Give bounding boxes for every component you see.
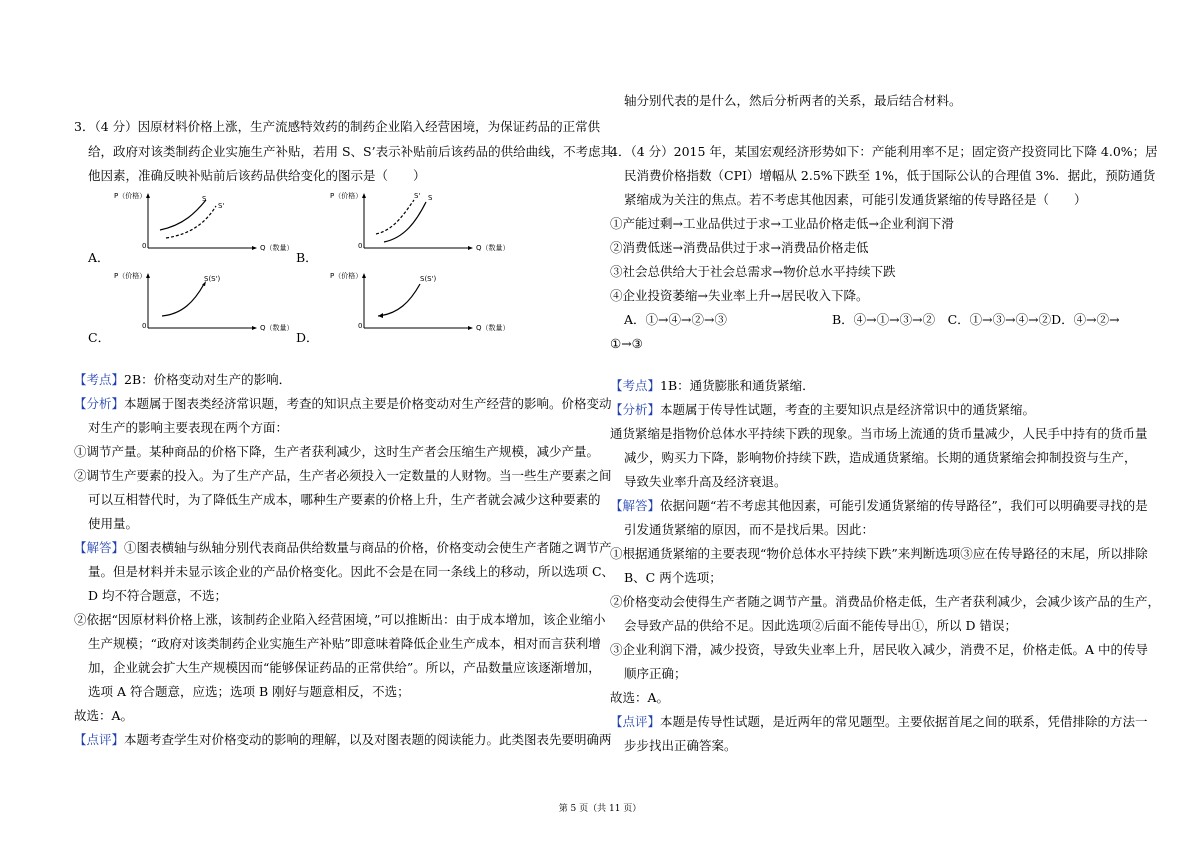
dianping-tag: 【点评】: [74, 732, 125, 747]
jieda-tag: 【解答】: [74, 540, 125, 555]
jieda-line: 引发通货紧缩的原因，而不是找后果。因此：: [624, 522, 875, 537]
curve-s: [384, 202, 426, 242]
kaodian-tag: 【考点】: [610, 378, 661, 393]
q3-stem-line: 他因素，准确反映补贴前后该药品供给变化的图示是（ ）: [88, 168, 426, 183]
jieda-line: 故选：A。: [74, 708, 134, 723]
jieda-line: 选项 A 符合题意，应选；选项 B 刚好与题意相反，不选；: [88, 684, 410, 699]
jieda-line: ③企业利润下滑，减少投资，导致失业率上升，居民收入减少，消费不足，价格走低。A 中的传导: [610, 642, 1149, 657]
fenxi-line: 对生产的影响主要表现在两个方面：: [88, 420, 289, 435]
jieda-line: D 均不符合题意，不选；: [88, 588, 227, 603]
option-a-label: A．: [88, 250, 110, 265]
dianping-text: 本题考查学生对价格变动的影响的理解，以及对图表题的阅读能力。此类图表先要明确两: [124, 732, 612, 747]
jieda-line: ②价格变动会使得生产者随之调节产量。消费品价格走低，生产者获利减少，会减少该产品的生产，: [610, 594, 1161, 609]
curve-label: S(S'): [420, 275, 437, 283]
curve-s: [378, 284, 420, 316]
curve-label: S': [218, 202, 225, 210]
jieda-line: 会导致产品的供给不足。因此选项②后面不能传导出①，所以 D 错误；: [624, 618, 1017, 633]
graph-b-svg: [330, 190, 490, 270]
x-axis-label: Q（数量）: [260, 324, 294, 332]
q4-option-bcd: B．④→①→③→② C．①→③→④→②D．④→②→: [832, 312, 1120, 327]
kaodian: [610, 374, 815, 399]
x-axis-label: Q（数量）: [476, 324, 510, 332]
jieda: [74, 536, 612, 561]
x-axis-label: Q（数量）: [476, 244, 510, 252]
q3-dianping-continued: 轴分别代表的是什么，然后分析两者的关系，最后结合材料。: [624, 93, 962, 108]
q4-option-d-continued: ①→③: [610, 336, 643, 351]
x-axis-label: Q（数量）: [260, 244, 294, 252]
fenxi-line: ①调节产量。某种商品的价格下降，生产者获利减少，这时生产者会压缩生产规模，减少产量。: [74, 444, 600, 459]
fenxi-line: 使用量。: [88, 516, 139, 531]
kaodian-tag: 【考点】: [74, 372, 125, 387]
dianping-tag: 【点评】: [610, 714, 661, 729]
y-axis-label: P（价格）: [114, 272, 147, 280]
q4-stem-line: ①产能过剩→工业品供过于求→工业品价格走低→企业利润下滑: [610, 216, 954, 231]
origin-label: 0: [142, 242, 147, 250]
q4-stem-line: 紧缩成为关注的焦点。若不考虑其他因素，可能引发通货紧缩的传导路径是（ ）: [624, 192, 1087, 207]
origin-label: 0: [142, 322, 147, 330]
y-axis-label: P（价格）: [330, 192, 363, 200]
fenxi-text: 本题属于图表类经济常识题，考查的知识点主要是价格变动对生产经营的影响。价格变动: [124, 396, 612, 411]
fenxi-line: 导致失业率升高及经济衰退。: [624, 474, 787, 489]
jieda-tag: 【解答】: [610, 498, 661, 513]
graph-d: [330, 270, 510, 350]
jieda-line: 故选：A。: [610, 690, 670, 705]
option-c-label: C．: [88, 330, 111, 345]
curve-s: [162, 284, 204, 316]
graph-a: [114, 190, 294, 270]
kaodian-text: 2B：价格变动对生产的影响．: [124, 372, 292, 387]
origin-label: 0: [358, 242, 363, 250]
fenxi-line: 可以互相替代时，为了降低生产成本，哪种生产要素的价格上升，生产者就会减少这种要素的: [88, 492, 601, 507]
option-b-label: B．: [296, 250, 318, 265]
q4-stem-line: ③社会总供给大于社会总需求→物价总水平持续下跌: [610, 264, 896, 279]
page-footer: 第 5 页（共 11 页）: [558, 804, 642, 814]
q4-option-a: A．①→④→②→③: [624, 312, 727, 327]
curve-label: S: [428, 194, 433, 202]
kaodian: [74, 368, 291, 393]
jieda-line: 顺序正确；: [624, 666, 687, 681]
jieda-line: 生产规模；“政府对该类制药企业实施生产补贴”即意味着降低企业生产成本，相对而言获利增: [88, 636, 601, 651]
dianping: [74, 728, 612, 753]
fenxi-text: 本题属于传导性试题，考查的主要知识点是经济常识中的通货紧缩。: [660, 402, 1036, 417]
curve-label: S(S'): [204, 275, 221, 283]
fenxi: [74, 392, 612, 417]
jieda-text: ①图表横轴与纵轴分别代表商品供给数量与商品的价格，价格变动会使生产者随之调节产: [124, 540, 612, 555]
q4-stem-line: 民消费价格指数（CPI）增幅从 2.5%下跌至 1%，低于国际公认的合理值 3%．据此，预防通货: [624, 168, 1156, 183]
jieda-line: ①根据通货紧缩的主要表现“物价总体水平持续下跌”来判断选项③应在传导路径的末尾，所以排除: [610, 546, 1148, 561]
jieda-line: 量。但是材料并未显示该企业的产品价格变化。因此不会是在同一条线上的移动，所以选项 C、: [88, 564, 615, 579]
fenxi-line: 通货紧缩是指物价总体水平持续下跌的现象。当市场上流通的货币量减少，人民手中持有的货币量: [610, 426, 1148, 441]
q4-stem-line: ④企业投资萎缩→失业率上升→居民收入下降。: [610, 288, 869, 303]
dianping: [610, 710, 1148, 735]
graph-c: [114, 270, 294, 350]
option-d-label: D．: [296, 330, 319, 345]
jieda: [610, 494, 1148, 519]
graph-a-svg: [114, 190, 274, 270]
fenxi: [610, 398, 1035, 423]
curve-s-prime: [166, 206, 216, 238]
graph-b: [330, 190, 510, 270]
graph-c-svg: [114, 270, 274, 350]
q4-stem-line: 4．（4 分）2015 年，某国宏观经济形势如下：产能利用率不足；固定资产投资同比下降 4.0%；居: [610, 144, 1158, 159]
jieda-line: ②依据“因原材料价格上涨，该制药企业陷入经营困境，”可以推断出：由于成本增加，该企业缩小: [74, 612, 606, 627]
jieda-line: 加，企业就会扩大生产规模因而“能够保证药品的正常供给”。所以，产品数量应该逐渐增加，: [88, 660, 601, 675]
y-axis-label: P（价格）: [330, 272, 363, 280]
curve-label: S: [202, 195, 207, 203]
dianping-text: 本题是传导性试题，是近两年的常见题型。主要依据首尾之间的联系，凭借排除的方法一: [660, 714, 1148, 729]
fenxi-line: ②调节生产要素的投入。为了生产产品，生产者必须投入一定数量的人财物。当一些生产要素之间: [74, 468, 612, 483]
fenxi-tag: 【分析】: [74, 396, 125, 411]
y-axis-label: P（价格）: [114, 192, 147, 200]
q4-stem-line: ②消费低迷→消费品供过于求→消费品价格走低: [610, 240, 869, 255]
jieda-line: B、C 两个选项；: [624, 570, 722, 585]
kaodian-text: 1B：通货膨胀和通货紧缩．: [660, 378, 815, 393]
origin-label: 0: [358, 322, 363, 330]
fenxi-tag: 【分析】: [610, 402, 661, 417]
fenxi-line: 减少，购买力下降，影响物价持续下跌，造成通货紧缩。长期的通货紧缩会抑制投资与生产，: [624, 450, 1137, 465]
curve-label: S': [414, 192, 421, 200]
dianping-line: 步步找出正确答案。: [624, 738, 737, 753]
q3-stem-line: 3．（4 分）因原材料价格上涨，生产流感特效药的制药企业陷入经营困境，为保证药品的正常供: [74, 119, 601, 134]
graph-d-svg: [330, 270, 490, 350]
q3-stem-line: 给，政府对该类制药企业实施生产补贴，若用 S、S’表示补贴前后该药品的供给曲线，不考虑其: [88, 144, 614, 159]
jieda-text: 依据问题“若不考虑其他因素，可能引发通货紧缩的传导路径”，我们可以明确要寻找的是: [660, 498, 1148, 513]
